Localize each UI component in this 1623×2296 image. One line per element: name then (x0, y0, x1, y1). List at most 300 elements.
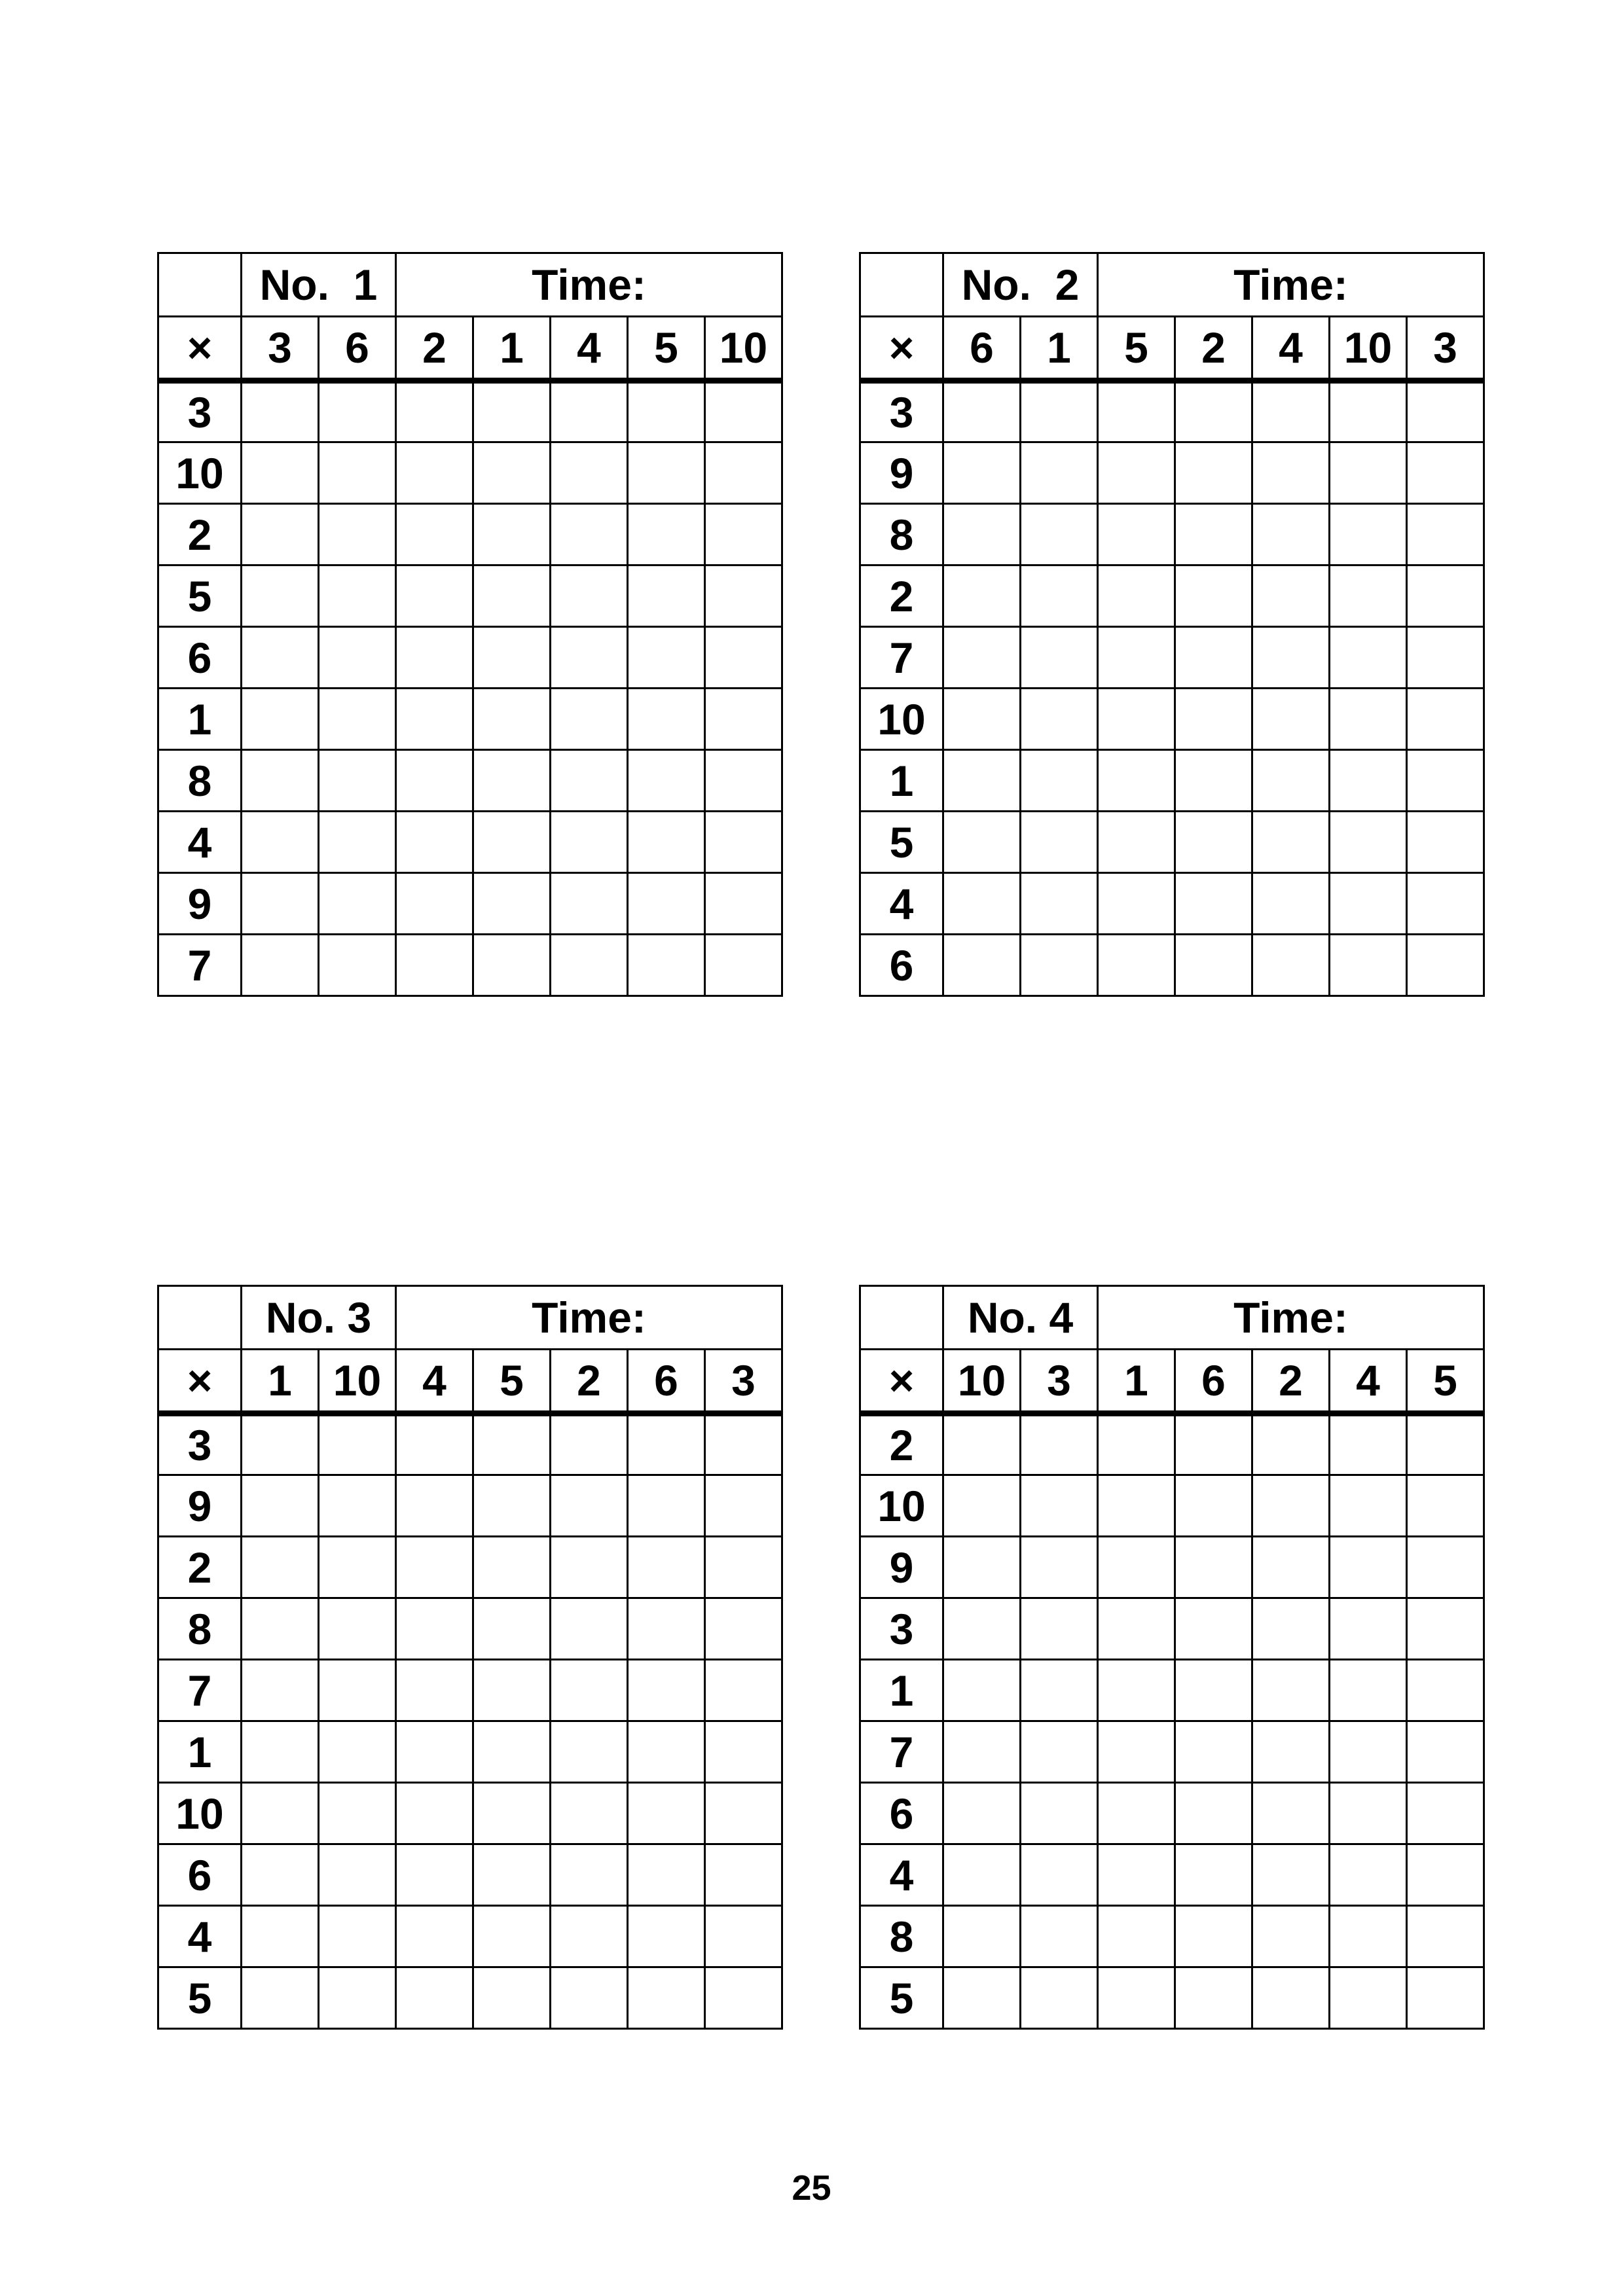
answer-cell (1175, 1721, 1252, 1783)
answer-cell (551, 1414, 628, 1475)
answer-cell (242, 1783, 319, 1844)
answer-cell (551, 873, 628, 935)
answer-cell (242, 1721, 319, 1783)
answer-cell (705, 504, 782, 565)
column-header-3: 3 (705, 1350, 782, 1414)
column-header-4: 4 (1330, 1350, 1407, 1414)
answer-cell (1175, 935, 1252, 996)
corner-spacer (860, 253, 943, 317)
answer-cell (1330, 935, 1407, 996)
answer-cell (242, 1967, 319, 2029)
answer-cell (705, 1906, 782, 1967)
answer-cell (242, 1598, 319, 1660)
answer-cell (1330, 1906, 1407, 1967)
row-header-9: 9 (158, 1475, 242, 1537)
answer-cell (705, 1598, 782, 1660)
answer-cell (1330, 1783, 1407, 1844)
answer-cell (242, 1660, 319, 1721)
answer-cell (473, 1721, 551, 1783)
answer-cell (705, 1783, 782, 1844)
answer-cell (943, 1844, 1021, 1906)
answer-cell (1098, 873, 1175, 935)
answer-cell (473, 381, 551, 442)
answer-cell (1098, 689, 1175, 750)
row-header-10: 10 (158, 442, 242, 504)
row-header-5: 5 (860, 812, 943, 873)
answer-cell (628, 1906, 705, 1967)
answer-cell (1252, 1475, 1330, 1537)
answer-cell (1175, 1475, 1252, 1537)
row-header-5: 5 (860, 1967, 943, 2029)
row-header-4: 4 (860, 1844, 943, 1906)
answer-cell (319, 627, 396, 689)
column-header-1: 1 (242, 1350, 319, 1414)
answer-cell (943, 504, 1021, 565)
answer-cell (396, 565, 473, 627)
answer-cell (1021, 1660, 1098, 1721)
column-header-6: 6 (1175, 1350, 1252, 1414)
answer-cell (551, 935, 628, 996)
answer-cell (1407, 1598, 1484, 1660)
answer-cell (1407, 1475, 1484, 1537)
answer-cell (396, 1783, 473, 1844)
answer-cell (705, 1844, 782, 1906)
answer-cell (551, 812, 628, 873)
column-header-6: 6 (319, 317, 396, 381)
answer-cell (1330, 750, 1407, 812)
column-header-6: 6 (943, 317, 1021, 381)
answer-cell (473, 935, 551, 996)
corner-spacer (860, 1286, 943, 1350)
row-header-9: 9 (860, 1537, 943, 1598)
answer-cell-boxed (943, 873, 1021, 935)
answer-cell (1098, 565, 1175, 627)
answer-cell (1330, 1414, 1407, 1475)
column-header-10: 10 (705, 317, 782, 381)
answer-cell (1175, 1660, 1252, 1721)
times-table-grid-2 (859, 252, 1485, 997)
answer-cell (473, 1906, 551, 1967)
row-header-7: 7 (158, 935, 242, 996)
column-header-2: 2 (1252, 1350, 1330, 1414)
answer-cell (705, 935, 782, 996)
answer-cell (1175, 381, 1252, 442)
answer-cell (396, 627, 473, 689)
answer-cell (319, 1721, 396, 1783)
time-label: Time: (396, 1286, 782, 1350)
multiply-icon: × (860, 1350, 943, 1414)
answer-cell (1175, 873, 1252, 935)
answer-cell (1252, 750, 1330, 812)
answer-cell (1252, 1967, 1330, 2029)
multiply-icon: × (158, 1350, 242, 1414)
answer-cell (319, 504, 396, 565)
answer-cell (396, 1967, 473, 2029)
answer-cell (1252, 873, 1330, 935)
answer-cell (1252, 565, 1330, 627)
answer-cell (242, 873, 319, 935)
times-table-2 (859, 252, 1485, 997)
answer-cell (705, 812, 782, 873)
answer-cell (943, 750, 1021, 812)
answer-cell (628, 750, 705, 812)
answer-cell (319, 1967, 396, 2029)
answer-cell (319, 812, 396, 873)
answer-cell (396, 935, 473, 996)
answer-cell (1021, 1414, 1098, 1475)
answer-cell (473, 627, 551, 689)
answer-cell (242, 1906, 319, 1967)
answer-cell (396, 1906, 473, 1967)
answer-cell (1407, 935, 1484, 996)
answer-cell (1252, 381, 1330, 442)
answer-cell (319, 1537, 396, 1598)
answer-cell (1021, 1967, 1098, 2029)
answer-cell (1330, 381, 1407, 442)
answer-cell (705, 1967, 782, 2029)
row-header-10: 10 (860, 1475, 943, 1537)
grid-title: No. 1 (242, 253, 396, 317)
answer-cell (551, 442, 628, 504)
row-header-8: 8 (158, 750, 242, 812)
row-header-4: 4 (158, 812, 242, 873)
answer-cell (1252, 1598, 1330, 1660)
answer-cell (551, 1967, 628, 2029)
column-header-5: 5 (1098, 317, 1175, 381)
times-table-grid-4 (859, 1285, 1485, 2030)
answer-cell (1098, 1414, 1175, 1475)
answer-cell (473, 1844, 551, 1906)
answer-cell (1407, 1721, 1484, 1783)
answer-cell (1252, 1660, 1330, 1721)
row-header-9: 9 (158, 873, 242, 935)
answer-cell (319, 1783, 396, 1844)
answer-cell (242, 750, 319, 812)
column-header-10: 10 (1330, 317, 1407, 381)
answer-cell (943, 1537, 1021, 1598)
answer-cell (551, 1844, 628, 1906)
answer-cell (1407, 1844, 1484, 1906)
row-header-1: 1 (860, 750, 943, 812)
times-table-4 (859, 1285, 1485, 2030)
answer-cell (628, 1660, 705, 1721)
answer-cell (242, 504, 319, 565)
answer-cell (551, 565, 628, 627)
answer-cell-boxed (943, 1906, 1021, 1967)
answer-cell (1330, 565, 1407, 627)
column-header-5: 5 (1407, 1350, 1484, 1414)
answer-cell (551, 1721, 628, 1783)
answer-cell (1098, 1537, 1175, 1598)
answer-cell (319, 873, 396, 935)
answer-cell (1330, 1967, 1407, 2029)
answer-cell (319, 1660, 396, 1721)
answer-cell (628, 873, 705, 935)
answer-cell (1407, 873, 1484, 935)
answer-cell (705, 565, 782, 627)
answer-cell (1175, 689, 1252, 750)
answer-cell (473, 565, 551, 627)
answer-cell (1021, 565, 1098, 627)
answer-cell (551, 1475, 628, 1537)
page-number: 25 (792, 2168, 831, 2208)
answer-cell (1098, 812, 1175, 873)
answer-cell (705, 442, 782, 504)
answer-cell (242, 1537, 319, 1598)
answer-cell (1098, 935, 1175, 996)
answer-cell (1407, 750, 1484, 812)
answer-cell (1407, 442, 1484, 504)
answer-cell (705, 689, 782, 750)
answer-cell (705, 1721, 782, 1783)
answer-cell (943, 1721, 1021, 1783)
answer-cell (1407, 812, 1484, 873)
answer-cell (1252, 812, 1330, 873)
answer-cell (1330, 812, 1407, 873)
answer-cell (1407, 565, 1484, 627)
answer-cell (628, 1475, 705, 1537)
answer-cell (1252, 1721, 1330, 1783)
answer-cell (628, 627, 705, 689)
answer-cell (628, 1598, 705, 1660)
answer-cell (319, 1598, 396, 1660)
time-label: Time: (1098, 1286, 1484, 1350)
row-header-10: 10 (158, 1783, 242, 1844)
answer-cell (242, 935, 319, 996)
row-header-1: 1 (158, 1721, 242, 1783)
answer-cell (473, 442, 551, 504)
answer-cell (242, 689, 319, 750)
answer-cell (319, 381, 396, 442)
answer-cell (242, 1414, 319, 1475)
row-header-2: 2 (860, 1414, 943, 1475)
answer-cell (396, 750, 473, 812)
answer-cell (473, 1537, 551, 1598)
answer-cell (628, 1537, 705, 1598)
answer-cell (1407, 1783, 1484, 1844)
answer-cell (1175, 565, 1252, 627)
answer-cell (396, 1721, 473, 1783)
row-header-6: 6 (860, 1783, 943, 1844)
answer-cell (242, 381, 319, 442)
row-header-4: 4 (158, 1906, 242, 1967)
answer-cell (1330, 1598, 1407, 1660)
answer-cell (1021, 873, 1098, 935)
answer-cell (396, 1475, 473, 1537)
answer-cell (242, 1844, 319, 1906)
answer-cell (1330, 689, 1407, 750)
answer-cell (628, 812, 705, 873)
answer-cell (551, 504, 628, 565)
column-header-4: 4 (1252, 317, 1330, 381)
answer-cell (551, 1783, 628, 1844)
answer-cell (473, 873, 551, 935)
row-header-2: 2 (860, 565, 943, 627)
answer-cell (705, 1660, 782, 1721)
answer-cell (1021, 1906, 1098, 1967)
answer-cell (1021, 1844, 1098, 1906)
answer-cell (551, 627, 628, 689)
answer-cell (1098, 504, 1175, 565)
answer-cell (473, 689, 551, 750)
answer-cell (628, 381, 705, 442)
row-header-6: 6 (158, 1844, 242, 1906)
column-header-10: 10 (943, 1350, 1021, 1414)
answer-cell (1021, 935, 1098, 996)
answer-cell (1330, 1721, 1407, 1783)
answer-cell (705, 750, 782, 812)
answer-cell (1021, 1537, 1098, 1598)
answer-cell (1330, 504, 1407, 565)
answer-cell (242, 565, 319, 627)
answer-cell (1330, 627, 1407, 689)
answer-cell (551, 1660, 628, 1721)
column-header-1: 1 (1098, 1350, 1175, 1414)
row-header-8: 8 (860, 1906, 943, 1967)
answer-cell (1407, 1414, 1484, 1475)
time-label: Time: (1098, 253, 1484, 317)
column-header-1: 1 (473, 317, 551, 381)
answer-cell (319, 935, 396, 996)
answer-cell (1252, 627, 1330, 689)
answer-cell (551, 750, 628, 812)
column-header-2: 2 (551, 1350, 628, 1414)
answer-cell (1407, 689, 1484, 750)
grid-title: No. 4 (943, 1286, 1098, 1350)
multiply-icon: × (860, 317, 943, 381)
column-header-3: 3 (1407, 317, 1484, 381)
answer-cell (628, 1783, 705, 1844)
answer-cell (242, 1475, 319, 1537)
times-table-3 (157, 1285, 783, 2030)
row-header-6: 6 (860, 935, 943, 996)
answer-cell (319, 1475, 396, 1537)
answer-cell (1175, 442, 1252, 504)
answer-cell (1330, 1844, 1407, 1906)
answer-cell (1175, 812, 1252, 873)
answer-cell (1175, 504, 1252, 565)
answer-cell (1021, 504, 1098, 565)
answer-cell (473, 1783, 551, 1844)
answer-cell (705, 381, 782, 442)
answer-cell (705, 1475, 782, 1537)
answer-cell (1021, 1721, 1098, 1783)
answer-cell (242, 442, 319, 504)
row-header-9: 9 (860, 442, 943, 504)
answer-cell (1175, 1906, 1252, 1967)
answer-cell (396, 381, 473, 442)
answer-cell (1330, 442, 1407, 504)
answer-cell (943, 565, 1021, 627)
answer-cell (1407, 504, 1484, 565)
column-header-1: 1 (1021, 317, 1098, 381)
answer-cell (319, 750, 396, 812)
answer-cell (628, 935, 705, 996)
multiply-icon: × (158, 317, 242, 381)
answer-cell (1021, 381, 1098, 442)
times-table-1 (157, 252, 783, 997)
answer-cell (1098, 750, 1175, 812)
row-header-5: 5 (158, 1967, 242, 2029)
answer-cell (943, 442, 1021, 504)
answer-cell (1021, 689, 1098, 750)
answer-cell (1021, 627, 1098, 689)
answer-cell (1330, 1660, 1407, 1721)
row-header-1: 1 (158, 689, 242, 750)
answer-cell (1330, 1537, 1407, 1598)
answer-cell (473, 1660, 551, 1721)
times-table-grid-1 (157, 252, 783, 997)
answer-cell (1098, 627, 1175, 689)
answer-cell (1252, 1414, 1330, 1475)
column-header-3: 3 (1021, 1350, 1098, 1414)
answer-cell (628, 504, 705, 565)
answer-cell (1407, 627, 1484, 689)
answer-cell (1407, 1660, 1484, 1721)
answer-cell (628, 1844, 705, 1906)
row-header-5: 5 (158, 565, 242, 627)
answer-cell (1175, 627, 1252, 689)
answer-cell (1021, 1475, 1098, 1537)
answer-cell (1175, 750, 1252, 812)
answer-cell (943, 1783, 1021, 1844)
answer-cell (1175, 1537, 1252, 1598)
times-table-grid-3 (157, 1285, 783, 2030)
answer-cell (1098, 1967, 1175, 2029)
answer-cell (705, 627, 782, 689)
answer-cell (319, 1906, 396, 1967)
row-header-3: 3 (860, 1598, 943, 1660)
row-header-3: 3 (158, 1414, 242, 1475)
answer-cell (1175, 1783, 1252, 1844)
answer-cell-boxed (943, 935, 1021, 996)
answer-cell (1407, 381, 1484, 442)
corner-spacer (158, 253, 242, 317)
answer-cell (705, 1537, 782, 1598)
answer-cell (1407, 1537, 1484, 1598)
answer-cell (551, 1906, 628, 1967)
answer-cell (1098, 442, 1175, 504)
row-header-8: 8 (860, 504, 943, 565)
answer-cell (473, 812, 551, 873)
answer-cell (943, 1414, 1021, 1475)
time-label: Time: (396, 253, 782, 317)
answer-cell (319, 442, 396, 504)
row-header-10: 10 (860, 689, 943, 750)
row-header-7: 7 (860, 1721, 943, 1783)
answer-cell (319, 1414, 396, 1475)
answer-cell (1098, 1721, 1175, 1783)
answer-cell (1407, 1906, 1484, 1967)
answer-cell (1252, 1844, 1330, 1906)
answer-cell (1175, 1598, 1252, 1660)
row-header-3: 3 (860, 381, 943, 442)
answer-cell (1098, 1598, 1175, 1660)
answer-cell (242, 812, 319, 873)
answer-cell (1021, 1598, 1098, 1660)
answer-cell (1021, 442, 1098, 504)
answer-cell (473, 1475, 551, 1537)
row-header-8: 8 (158, 1598, 242, 1660)
answer-cell (1098, 1783, 1175, 1844)
answer-cell (1175, 1844, 1252, 1906)
answer-cell (1098, 1660, 1175, 1721)
answer-cell (396, 1598, 473, 1660)
answer-cell (1175, 1414, 1252, 1475)
answer-cell (396, 1660, 473, 1721)
answer-cell (628, 1721, 705, 1783)
row-header-6: 6 (158, 627, 242, 689)
